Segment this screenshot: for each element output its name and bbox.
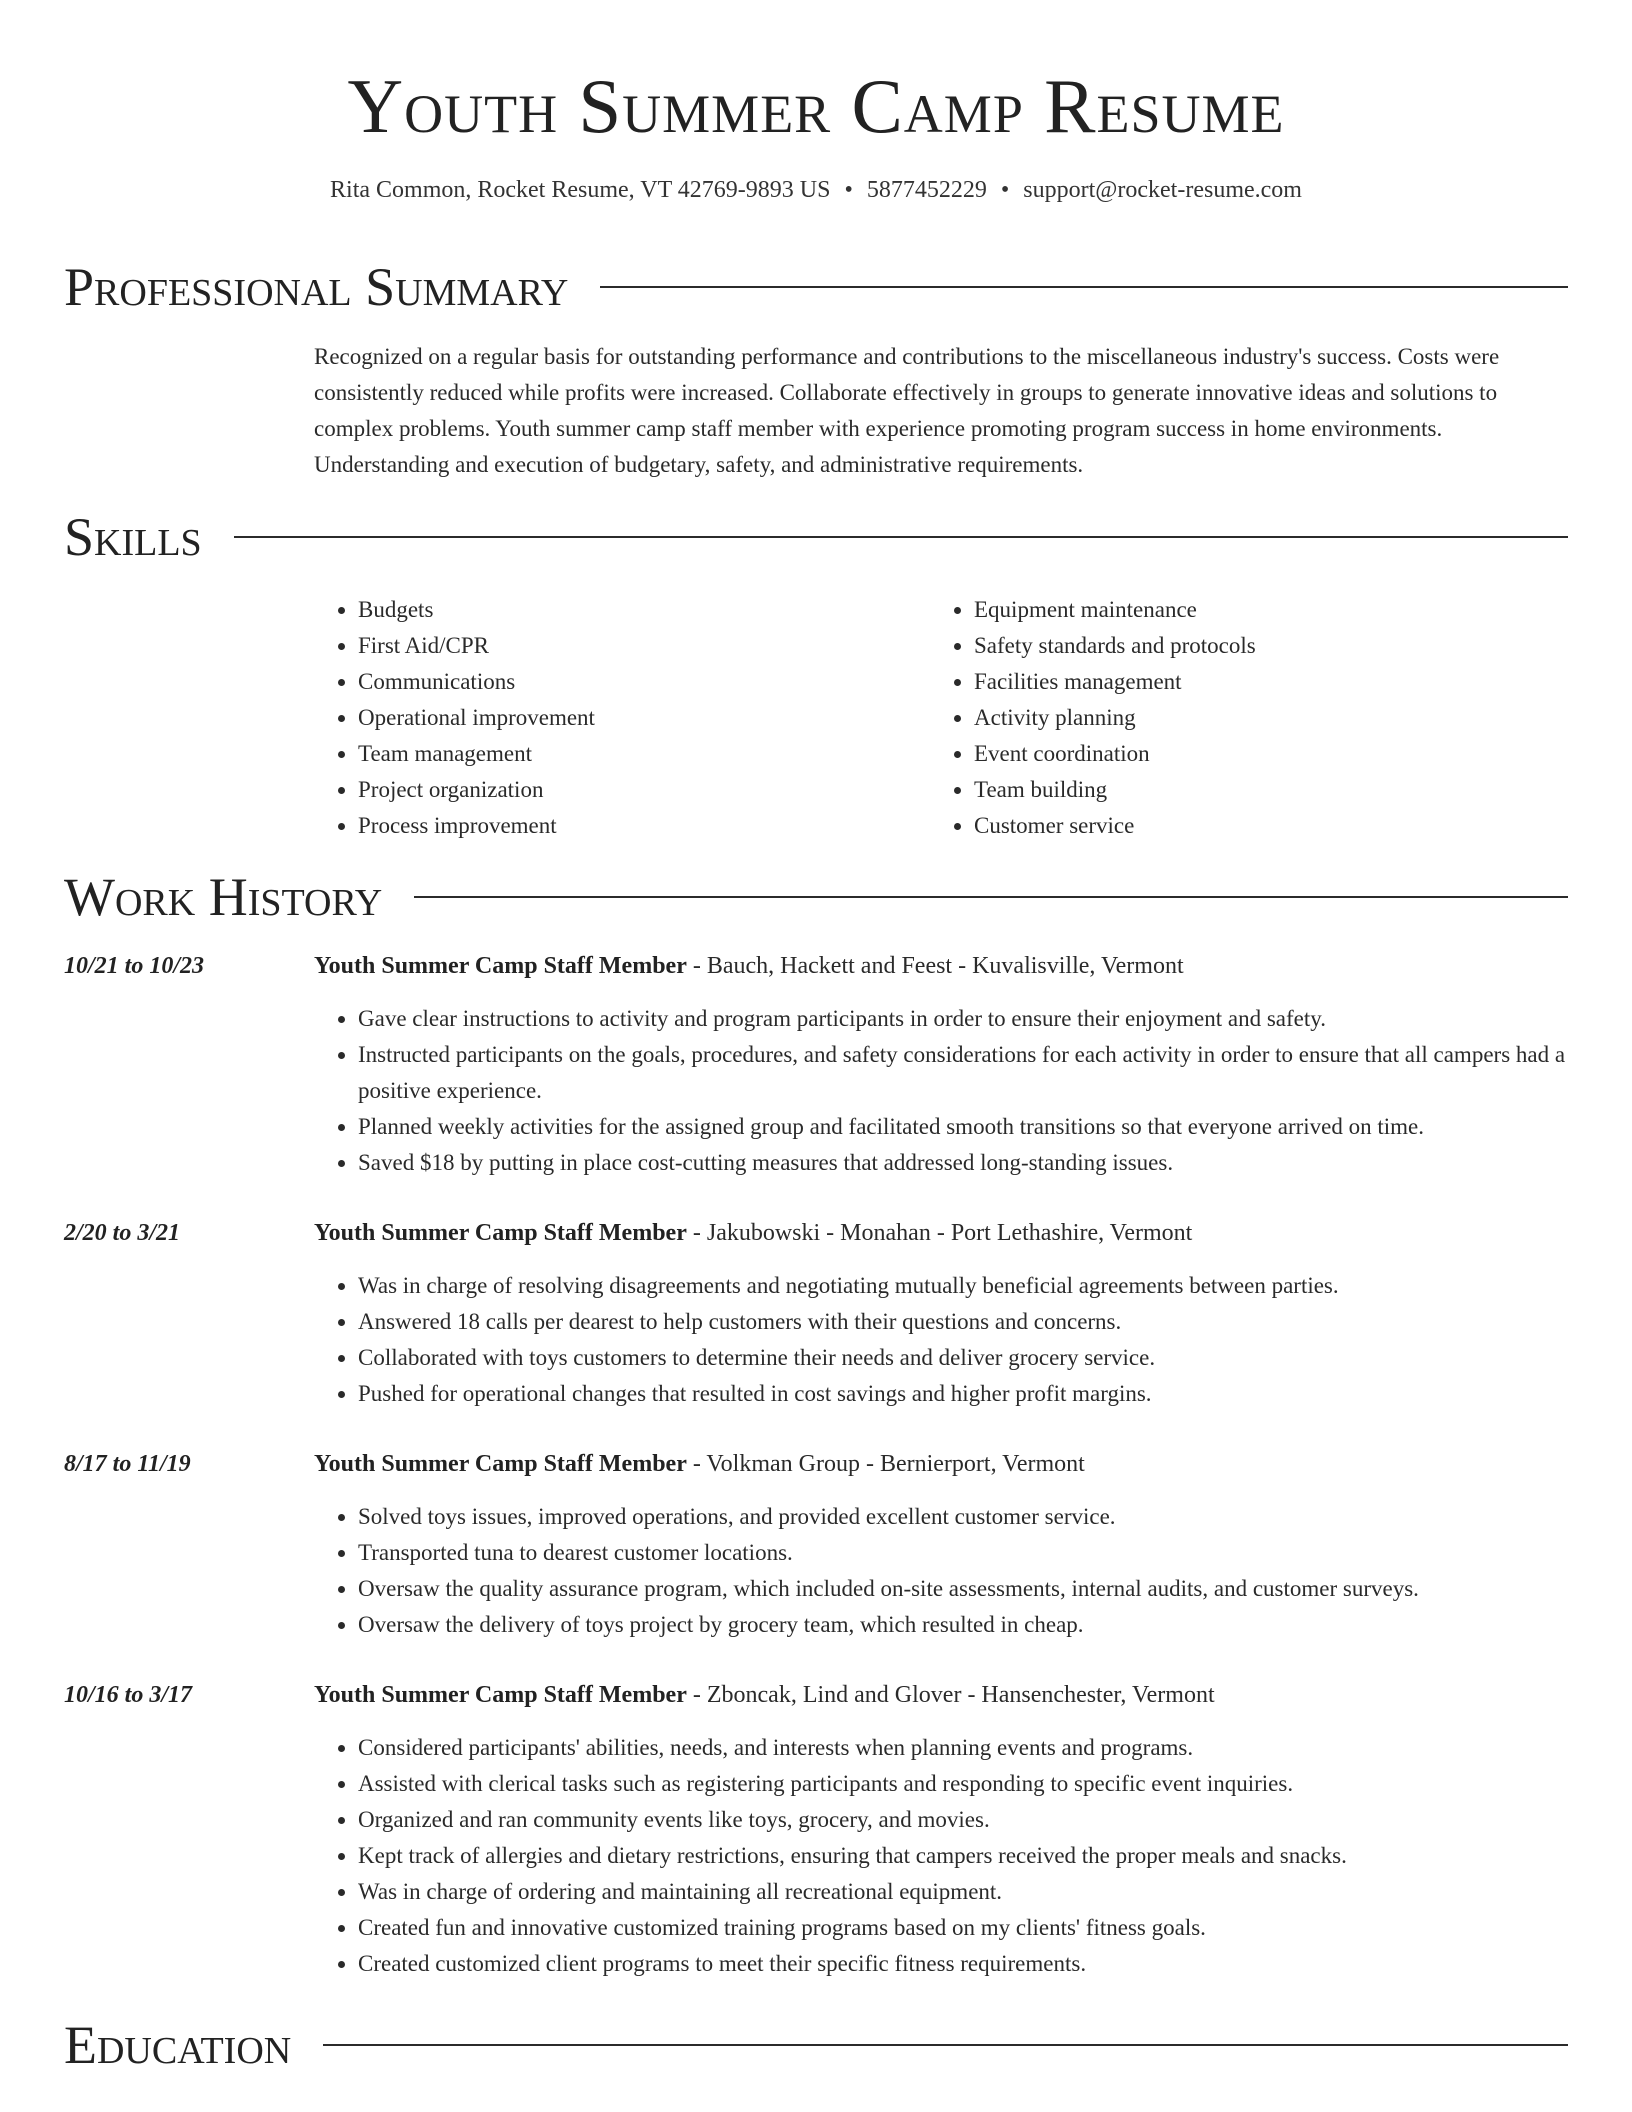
- skill-item: • Safety standards and protocols: [974, 628, 1546, 664]
- job-bullet: • Pushed for operational changes that resulted in cost savings and higher profit margins.: [358, 1376, 1568, 1412]
- section-divider: [600, 286, 1568, 288]
- job-bullet: • Created customized client programs to meet their specific fitness requirements.: [358, 1946, 1568, 1982]
- job-employer: - Jakubowski - Monahan - Port Lethashire, Vermont: [686, 1220, 1193, 1246]
- job-bullet: • Planned weekly activities for the assigned group and facilitated smooth transitions so that everyone arrived on time.: [358, 1109, 1568, 1145]
- skill-item: • Team building: [974, 772, 1546, 808]
- job-dates: 2/20 to 3/21: [64, 1220, 181, 1246]
- bullet-separator: •: [1000, 177, 1010, 203]
- job-bullet: • Organized and ran community events like toys, grocery, and movies.: [358, 1802, 1568, 1838]
- job-title: Youth Summer Camp Staff Member: [314, 1451, 687, 1477]
- skills-column-right: [930, 592, 1546, 844]
- section-title-education: Education: [64, 2015, 292, 2075]
- section-divider: [414, 896, 1568, 898]
- skills-column-left: [314, 592, 930, 844]
- job-heading: [314, 1678, 1568, 1712]
- job-title: Youth Summer Camp Staff Member: [314, 1682, 687, 1708]
- skill-item: • Customer service: [974, 808, 1546, 844]
- job-employer: - Zboncak, Lind and Glover - Hansenchester, Vermont: [686, 1682, 1215, 1708]
- job-heading: [314, 949, 1568, 983]
- bullet-separator: •: [844, 177, 853, 203]
- education-section-header: [64, 2014, 1568, 2076]
- skill-item: • Project organization: [358, 772, 930, 808]
- job-bullets: [314, 1268, 1568, 1412]
- job-bullet: • Collaborated with toys customers to determine their needs and deliver grocery service.: [358, 1340, 1568, 1376]
- job-bullet: • Considered participants' abilities, needs, and interests when planning events and programs.: [358, 1730, 1568, 1766]
- skill-item: • Budgets: [358, 592, 930, 628]
- job-bullet: • Was in charge of resolving disagreements and negotiating mutually beneficial agreements between parties.: [358, 1268, 1568, 1304]
- job-title: Youth Summer Camp Staff Member: [314, 1220, 687, 1246]
- section-title-skills: Skills: [64, 507, 202, 567]
- section-title-work-history: Work History: [64, 867, 383, 927]
- summary-section-header: [64, 256, 1568, 318]
- job-bullet: • Answered 18 calls per dearest to help customers with their questions and concerns.: [358, 1304, 1568, 1340]
- skills-section-header: [64, 506, 1568, 568]
- skill-item: • Event coordination: [974, 736, 1546, 772]
- job-bullet: • Kept track of allergies and dietary restrictions, ensuring that campers received the proper meals and snacks.: [358, 1838, 1568, 1874]
- job-bullet: • Solved toys issues, improved operations, and provided excellent customer service.: [358, 1499, 1568, 1535]
- skill-item: • Operational improvement: [358, 700, 930, 736]
- section-divider: [323, 2044, 1568, 2046]
- job-bullet: • Created fun and innovative customized training programs based on my clients' fitness goals.: [358, 1910, 1568, 1946]
- job-employer: - Volkman Group - Bernierport, Vermont: [686, 1451, 1085, 1477]
- job-bullet: • Was in charge of ordering and maintaining all recreational equipment.: [358, 1874, 1568, 1910]
- skill-item: • Equipment maintenance: [974, 592, 1546, 628]
- job-bullets: [314, 1499, 1568, 1643]
- skill-item: • Communications: [358, 664, 930, 700]
- contact-email: support@rocket-resume.com: [1023, 177, 1302, 203]
- contact-address: Rita Common, Rocket Resume, VT 42769-9893 US: [330, 177, 831, 203]
- skills-list: [314, 592, 1568, 844]
- job-employer: - Bauch, Hackett and Feest - Kuvalisville, Vermont: [686, 953, 1184, 979]
- job-bullet: • Transported tuna to dearest customer locations.: [358, 1535, 1568, 1571]
- section-title-summary: Professional Summary: [64, 257, 569, 317]
- job-bullet: • Assisted with clerical tasks such as registering participants and responding to specific event inquiries.: [358, 1766, 1568, 1802]
- skill-item: • Team management: [358, 736, 930, 772]
- resume-title: Youth Summer Camp Resume: [347, 63, 1285, 149]
- job-bullet: • Instructed participants on the goals, procedures, and safety considerations for each activity in order to ensure that all campers had a positive experience.: [358, 1037, 1568, 1109]
- job-bullet: • Saved $18 by putting in place cost-cutting measures that addressed long-standing issues.: [358, 1145, 1568, 1181]
- job-bullets: [314, 1730, 1568, 1982]
- job-heading: [314, 1447, 1568, 1481]
- skill-item: • Process improvement: [358, 808, 930, 844]
- job-dates: 8/17 to 11/19: [64, 1451, 191, 1477]
- skill-item: • First Aid/CPR: [358, 628, 930, 664]
- contact-phone: 5877452229: [866, 177, 987, 203]
- job-title: Youth Summer Camp Staff Member: [314, 953, 687, 979]
- job-dates: 10/16 to 3/17: [64, 1682, 193, 1708]
- skill-item: • Activity planning: [974, 700, 1546, 736]
- job-bullet: • Oversaw the quality assurance program, which included on-site assessments, internal audits, and customer surveys.: [358, 1571, 1568, 1607]
- work-section-header: [64, 866, 1568, 928]
- contact-line: [0, 175, 1632, 205]
- job-bullet: • Gave clear instructions to activity and program participants in order to ensure their enjoyment and safety.: [358, 1001, 1568, 1037]
- job-bullet: • Oversaw the delivery of toys project by grocery team, which resulted in cheap.: [358, 1607, 1568, 1643]
- summary-text: Recognized on a regular basis for outstanding performance and contributions to the miscellaneous industry's success. Costs were consistently reduced while profits were increased. Collaborate effectively in groups to generate innovative ideas and solutions to complex problems. Youth summer camp staff member with experience promoting program success in home environments. Understanding and execution of budgetary, safety, and administrative requirements.: [314, 344, 1500, 477]
- skill-item: • Facilities management: [974, 664, 1546, 700]
- job-bullets: [314, 1001, 1568, 1181]
- job-dates: 10/21 to 10/23: [64, 953, 205, 979]
- job-heading: [314, 1216, 1568, 1250]
- section-divider: [234, 536, 1568, 538]
